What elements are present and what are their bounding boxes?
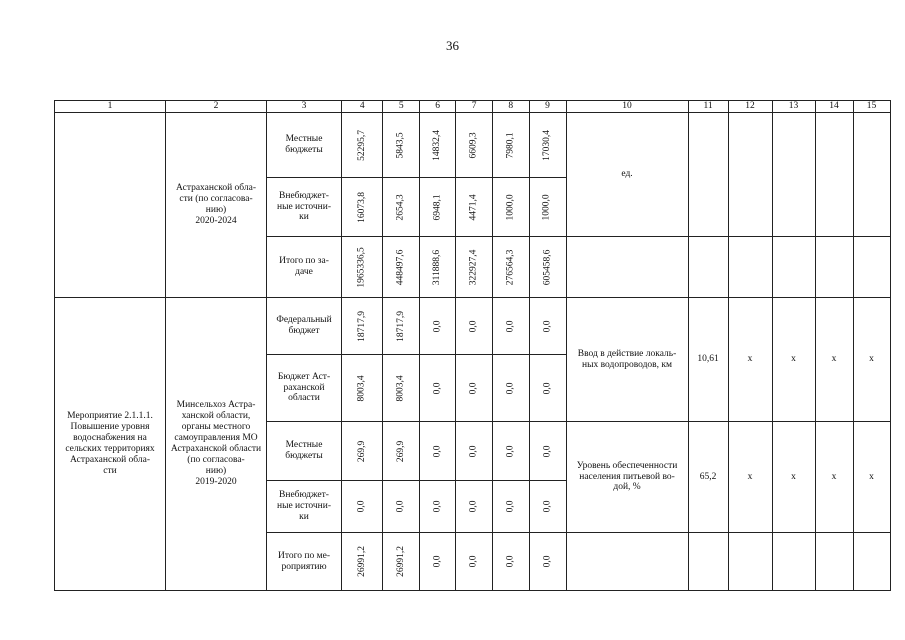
col-header: 10 <box>566 101 688 113</box>
value-cell: 0,0 <box>342 481 383 533</box>
value-cell: 0,0 <box>492 355 529 422</box>
indicator-mark: x <box>728 422 772 533</box>
col-header: 12 <box>728 101 772 113</box>
col-header: 5 <box>383 101 420 113</box>
empty-cell <box>853 533 890 591</box>
source-cell: Федеральный бюджет <box>267 298 342 355</box>
measure-cell: Мероприятие 2.1.1.1. Повышение уровня водоснабжения на сельских территориях Астраханской обла- сти <box>55 298 166 591</box>
value-cell: 322927,4 <box>456 237 493 298</box>
col-header: 8 <box>492 101 529 113</box>
empty-cell <box>688 237 728 298</box>
value-cell: 8003,4 <box>383 355 420 422</box>
indicator-mark: x <box>815 422 853 533</box>
budget-table <box>54 100 891 591</box>
header-row <box>55 101 891 113</box>
empty-cell <box>688 113 728 237</box>
col-header: 9 <box>529 101 566 113</box>
value-cell: 5843,5 <box>383 113 420 178</box>
value-cell: 0,0 <box>456 355 493 422</box>
value-cell: 0,0 <box>456 533 493 591</box>
page-number: 36 <box>446 38 459 53</box>
col-header: 1 <box>55 101 166 113</box>
indicator-value: 10,61 <box>688 298 728 422</box>
value-cell: 52295,7 <box>342 113 383 178</box>
table-row <box>55 298 891 355</box>
indicator-mark: x <box>772 298 815 422</box>
value-cell: 0,0 <box>529 533 566 591</box>
executor-cell: Астраханской обла- сти (по согласова- нию) 2020-2024 <box>166 113 267 298</box>
empty-cell <box>728 237 772 298</box>
value-cell: 0,0 <box>383 481 420 533</box>
empty-cell <box>728 113 772 237</box>
value-cell: 0,0 <box>529 355 566 422</box>
empty-cell <box>815 113 853 237</box>
value-cell: 269,9 <box>342 422 383 481</box>
value-cell: 18717,9 <box>342 298 383 355</box>
value-cell: 448497,6 <box>383 237 420 298</box>
empty-cell <box>772 533 815 591</box>
value-cell: 276564,3 <box>492 237 529 298</box>
empty-cell <box>728 533 772 591</box>
empty-cell <box>688 533 728 591</box>
value-cell: 0,0 <box>529 298 566 355</box>
value-cell: 0,0 <box>420 298 456 355</box>
value-cell: 605458,6 <box>529 237 566 298</box>
source-cell: Местные бюджеты <box>267 422 342 481</box>
value-cell: 0,0 <box>492 298 529 355</box>
value-cell: 311888,6 <box>420 237 456 298</box>
value-cell: 0,0 <box>492 533 529 591</box>
indicator-mark: x <box>772 422 815 533</box>
value-cell: 26991,2 <box>383 533 420 591</box>
value-cell: 2654,3 <box>383 178 420 237</box>
value-cell: 1965336,5 <box>342 237 383 298</box>
value-cell: 18717,9 <box>383 298 420 355</box>
source-cell: Местные бюджеты <box>267 113 342 178</box>
col-header: 11 <box>688 101 728 113</box>
table-row <box>55 113 891 178</box>
executor-cell: Минсельхоз Астра- ханской области, органы местного самоуправления МО Астраханской области (по согласова- нию) 2019-2020 <box>166 298 267 591</box>
value-cell: 0,0 <box>456 298 493 355</box>
value-cell: 0,0 <box>456 422 493 481</box>
value-cell: 7980,1 <box>492 113 529 178</box>
unit-cell: ед. <box>566 113 688 237</box>
value-cell: 14832,4 <box>420 113 456 178</box>
empty-cell <box>772 237 815 298</box>
empty-cell <box>853 237 890 298</box>
col-header: 13 <box>772 101 815 113</box>
empty-cell <box>853 113 890 237</box>
col-header: 7 <box>456 101 493 113</box>
value-cell: 16073,8 <box>342 178 383 237</box>
empty-cell <box>566 237 688 298</box>
value-cell: 0,0 <box>420 481 456 533</box>
value-cell: 0,0 <box>420 422 456 481</box>
value-cell: 0,0 <box>529 422 566 481</box>
value-cell: 1000,0 <box>492 178 529 237</box>
empty-cell <box>566 533 688 591</box>
value-cell: 4471,4 <box>456 178 493 237</box>
indicator-mark: x <box>728 298 772 422</box>
empty-cell <box>772 113 815 237</box>
col-header: 2 <box>166 101 267 113</box>
source-cell: Внебюджет- ные источни- ки <box>267 481 342 533</box>
value-cell: 0,0 <box>492 422 529 481</box>
empty-cell <box>815 237 853 298</box>
col-header: 3 <box>267 101 342 113</box>
indicator-mark: x <box>853 298 890 422</box>
value-cell: 269,9 <box>383 422 420 481</box>
value-cell: 1000,0 <box>529 178 566 237</box>
value-cell: 0,0 <box>420 533 456 591</box>
empty-cell <box>815 533 853 591</box>
measure-cell-empty <box>55 113 166 298</box>
indicator-name: Ввод в действие локаль- ных водопроводов, км <box>566 298 688 422</box>
source-cell: Внебюджет- ные источни- ки <box>267 178 342 237</box>
col-header: 6 <box>420 101 456 113</box>
source-cell: Итого по за- даче <box>267 237 342 298</box>
value-cell: 0,0 <box>420 355 456 422</box>
value-cell: 17030,4 <box>529 113 566 178</box>
value-cell: 8003,4 <box>342 355 383 422</box>
value-cell: 0,0 <box>456 481 493 533</box>
value-cell: 26991,2 <box>342 533 383 591</box>
col-header: 4 <box>342 101 383 113</box>
source-cell: Бюджет Аст- раханской области <box>267 355 342 422</box>
source-cell: Итого по ме- роприятию <box>267 533 342 591</box>
value-cell: 6948,1 <box>420 178 456 237</box>
indicator-name: Уровень обеспеченности населения питьевой во- дой, % <box>566 422 688 533</box>
col-header: 14 <box>815 101 853 113</box>
indicator-mark: x <box>853 422 890 533</box>
value-cell: 0,0 <box>492 481 529 533</box>
col-header: 15 <box>853 101 890 113</box>
value-cell: 6609,3 <box>456 113 493 178</box>
value-cell: 0,0 <box>529 481 566 533</box>
indicator-value: 65,2 <box>688 422 728 533</box>
indicator-mark: x <box>815 298 853 422</box>
